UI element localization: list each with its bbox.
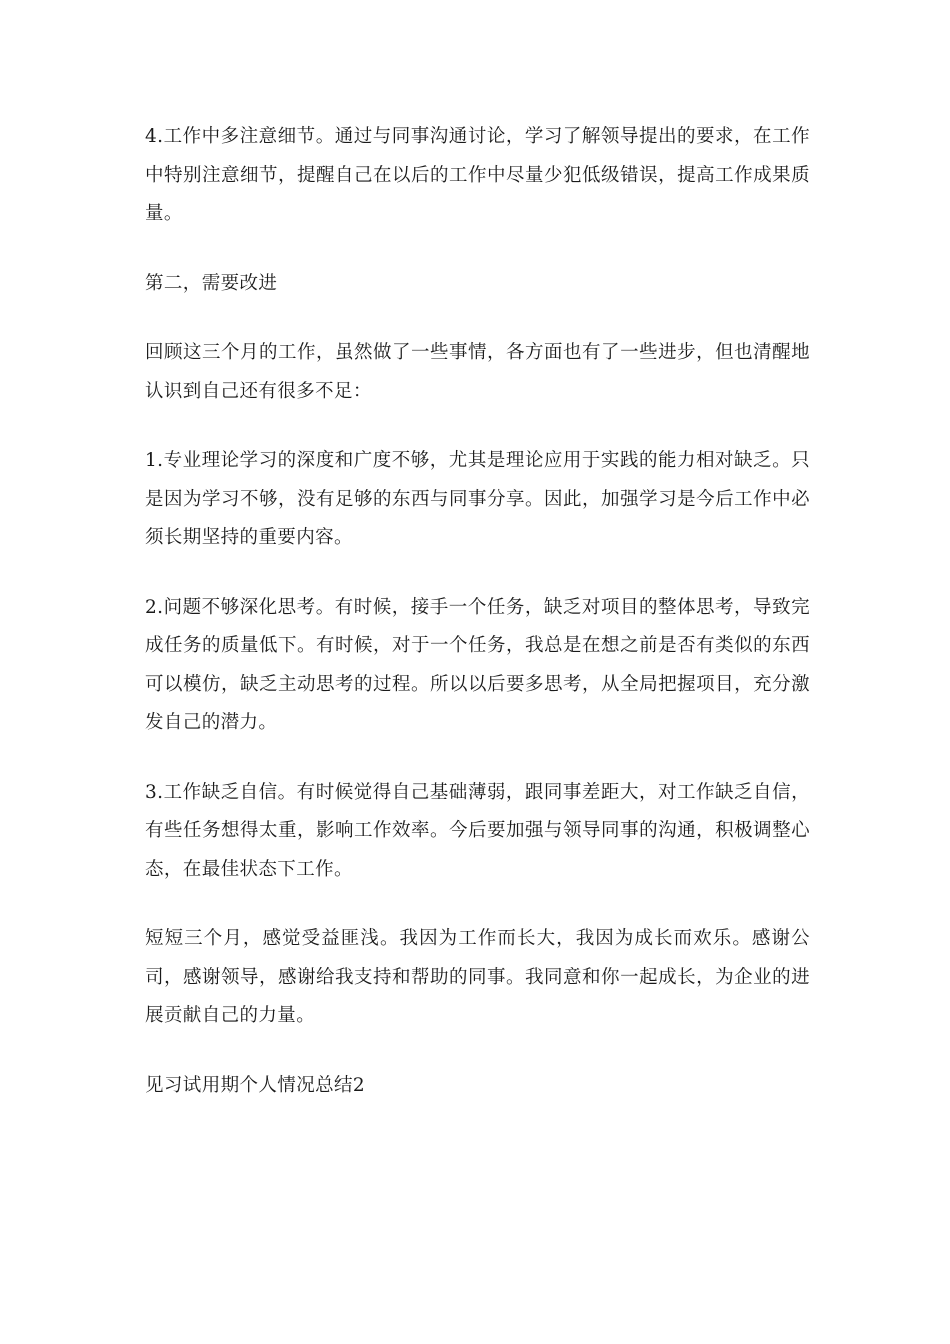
paragraph-point-3: 3.工作缺乏自信。有时候觉得自己基础薄弱，跟同事差距大，对工作缺乏自信，有些任务想得太重，影响工作效率。今后要加强与领导同事的沟通，积极调整心态，在最佳状态下工作。 (145, 781, 810, 880)
paragraph-detail-attention: 4.工作中多注意细节。通过与同事沟通讨论，学习了解领导提出的要求，在工作中特别注意细节，提醒自己在以后的工作中尽量少犯低级错误，提高工作成果质量。 (145, 126, 810, 224)
paragraph-point-1: 1.专业理论学习的深度和广度不够，尤其是理论应用于实践的能力相对缺乏。只是因为学习不够，没有足够的东西与同事分享。因此，加强学习是今后工作中必须长期坚持的重要内容。 (145, 450, 810, 548)
document-body (145, 118, 810, 1136)
paragraph-review: 回顾这三个月的工作，虽然做了一些事情，各方面也有了一些进步，但也清醒地认识到自己还有很多不足： (145, 342, 810, 402)
section-heading-improvement: 第二，需要改进 (145, 272, 278, 294)
section-heading-summary-2: 见习试用期个人情况总结2 (145, 1074, 366, 1096)
paragraph-point-2: 2.问题不够深化思考。有时候，接手一个任务，缺乏对项目的整体思考，导致完成任务的质量低下。有时候，对于一个任务，我总是在想之前是否有类似的东西可以模仿，缺乏主动思考的过程。所以以后要多思考，从全局把握项目，充分激发自己的潜力。 (145, 596, 810, 733)
paragraph-conclusion: 短短三个月，感觉受益匪浅。我因为工作而长大，我因为成长而欢乐。感谢公司，感谢领导，感谢给我支持和帮助的同事。我同意和你一起成长，为企业的进展贡献自己的力量。 (145, 928, 810, 1026)
